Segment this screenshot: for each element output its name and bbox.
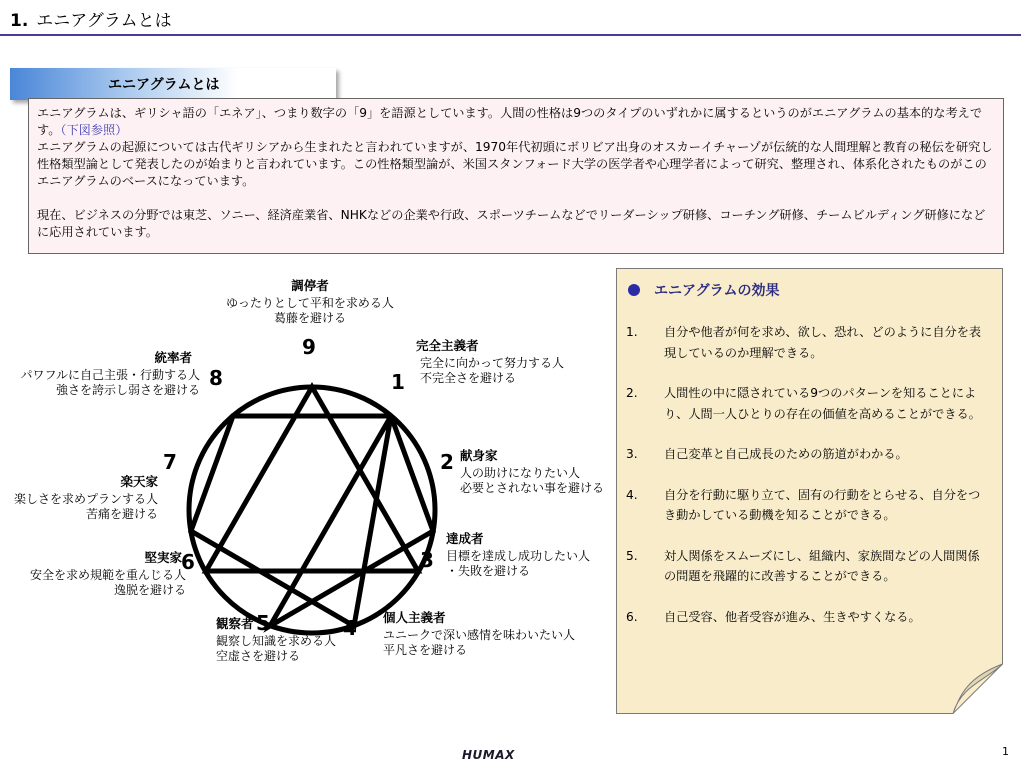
type-6-desc-1: 安全を求め規範を重んじる人 — [29, 568, 186, 582]
type-label-6 — [14, 550, 186, 598]
type-3-desc-1: 目標を達成し成功したい人 — [446, 549, 591, 563]
effect-number: 4. — [626, 487, 638, 502]
enneagram-circle — [189, 387, 435, 633]
effect-text: 人間性の中に隠されている9つのパターンを知ることにより、人間一人ひとりの存在の価値を高めることができる。 — [664, 386, 981, 421]
type-label-4 — [383, 610, 575, 658]
effect-number: 1. — [626, 325, 638, 339]
type-7-desc-2: 苦痛を避ける — [85, 507, 158, 521]
type-7-name: 楽天家 — [120, 474, 158, 489]
page-title-number: 1. — [10, 11, 29, 31]
effect-number: 2. — [626, 386, 638, 400]
type-number-3: 3 — [420, 548, 434, 572]
type-label-7 — [6, 474, 158, 522]
type-number-7: 7 — [163, 450, 177, 474]
section-tab — [10, 68, 336, 100]
effects-content — [616, 268, 1003, 714]
type-label-9 — [210, 278, 410, 326]
type-5-desc-1: 観察し知識を求める人 — [216, 634, 337, 648]
effect-text: 自分を行動に駆り立て、固有の行動をとらせる、自分をつき動かしている動機を知ることができる。 — [664, 487, 981, 522]
type-1-desc-2: 不完全さを避ける — [420, 371, 517, 385]
type-3-desc-2: ・失敗を避ける — [446, 564, 531, 578]
type-5-name: 観察者 — [216, 616, 254, 631]
type-8-desc-1: パワフルに自己主張・行動する人 — [20, 368, 200, 382]
effect-text: 対人関係をスムーズにし、組織内、家族間などの人間関係の問題を飛躍的に改善することができる。 — [664, 548, 980, 583]
type-3-name: 達成者 — [446, 531, 484, 546]
intro-paragraph-3: 現在、ビジネスの分野では東芝、ソニー、経済産業省、NHKなどの企業や行政、スポーツチームなどでリーダーシップ研修、コーチング研修、チームビルディング研修になどに応用されています。 — [37, 208, 986, 239]
enneagram-hexad — [191, 416, 433, 626]
type-label-3 — [446, 531, 590, 579]
type-4-desc-1: ユニークで深い感情を味わいたい人 — [383, 628, 576, 642]
type-number-8: 8 — [209, 366, 223, 390]
effect-text: 自己受容、他者受容が進み、生きやすくなる。 — [664, 609, 921, 624]
enneagram-diagram — [0, 262, 610, 682]
paragraph-gap — [37, 190, 995, 207]
section-tab-label: エニアグラムとは — [108, 77, 220, 93]
type-2-name: 献身家 — [460, 448, 498, 463]
effect-item-6 — [626, 607, 987, 628]
type-8-name: 統率者 — [154, 350, 192, 365]
type-4-desc-2: 平凡さを避ける — [383, 643, 468, 657]
effect-text: 自分や他者が何を求め、欲し、恐れ、どのように自分を表現しているのか理解できる。 — [664, 325, 982, 360]
type-label-2 — [460, 448, 604, 496]
effect-number: 3. — [626, 447, 638, 461]
type-9-desc-2: 葛藤を避ける — [273, 311, 346, 325]
intro-text-box — [28, 98, 1004, 254]
effect-number: 5. — [626, 548, 638, 563]
type-2-desc-2: 必要とされない事を避ける — [460, 481, 605, 495]
effects-heading — [626, 280, 987, 300]
type-7-desc-1: 楽しさを求めプランする人 — [13, 492, 158, 506]
diagram-reference-link[interactable]: （下図参照） — [60, 123, 128, 137]
type-1-name: 完全主義者 — [416, 338, 479, 353]
effect-item-1 — [626, 322, 987, 363]
type-5-desc-2: 空虚さを避ける — [216, 649, 301, 663]
effects-heading-text: エニアグラムの効果 — [654, 283, 780, 299]
effects-note-panel — [616, 268, 1003, 714]
type-number-1: 1 — [391, 370, 405, 394]
type-6-desc-2: 逸脱を避ける — [113, 583, 186, 597]
effect-item-2 — [626, 383, 987, 424]
page-title — [10, 6, 172, 31]
type-number-5: 5 — [256, 611, 270, 635]
effect-text: 自己変革と自己成長のための筋道がわかる。 — [664, 447, 908, 461]
type-4-name: 個人主義者 — [383, 610, 446, 625]
type-8-desc-2: 強さを誇示し弱さを避ける — [55, 383, 200, 397]
intro-paragraph-2: エニアグラムの起源については古代ギリシアから生まれたと言われていますが、1970年代初頭にボリビア出身のオスカーイチャーゾが伝統的な人間理解と教育の秘伝を研究し性格類型論として発表したのが始まりと言われています。この性格類型論が、米国スタンフォード大学の医学者や心理学者によって研究、整理され、体系化されたものがこのエニアグラムのベースになっています。 — [37, 140, 993, 188]
humax-logo: HUMAX — [462, 748, 515, 762]
type-label-5 — [216, 616, 336, 664]
effect-item-4 — [626, 485, 987, 526]
type-number-2: 2 — [440, 450, 454, 474]
page-number: 1 — [1002, 745, 1009, 758]
type-number-9: 9 — [302, 335, 316, 359]
intro-paragraph-1 — [37, 105, 995, 139]
type-1-desc-1: 完全に向かって努力する人 — [420, 356, 565, 370]
effect-item-3 — [626, 444, 987, 465]
type-label-1 — [416, 338, 564, 386]
title-divider — [0, 34, 1021, 36]
type-label-8 — [6, 350, 200, 398]
effect-item-5 — [626, 546, 987, 587]
type-number-4: 4 — [343, 616, 357, 640]
intro-paragraph-1-text: エニアグラムは、ギリシャ語の「エネア」、つまり数字の「9」を語源としています。人間の性格は9つのタイプのいずれかに属するというのがエニアグラムの基本的な考えです。 — [37, 106, 983, 137]
bullet-dot-icon — [628, 284, 640, 296]
type-6-name: 堅実家 — [144, 550, 182, 565]
type-2-desc-1: 人の助けになりたい人 — [460, 466, 581, 480]
type-number-6: 6 — [181, 550, 195, 574]
effect-number: 6. — [626, 609, 638, 624]
type-9-desc-1: ゆったりとして平和を求める人 — [226, 296, 394, 310]
page-title-text: エニアグラムとは — [36, 11, 172, 31]
type-9-name: 調停者 — [291, 278, 329, 293]
